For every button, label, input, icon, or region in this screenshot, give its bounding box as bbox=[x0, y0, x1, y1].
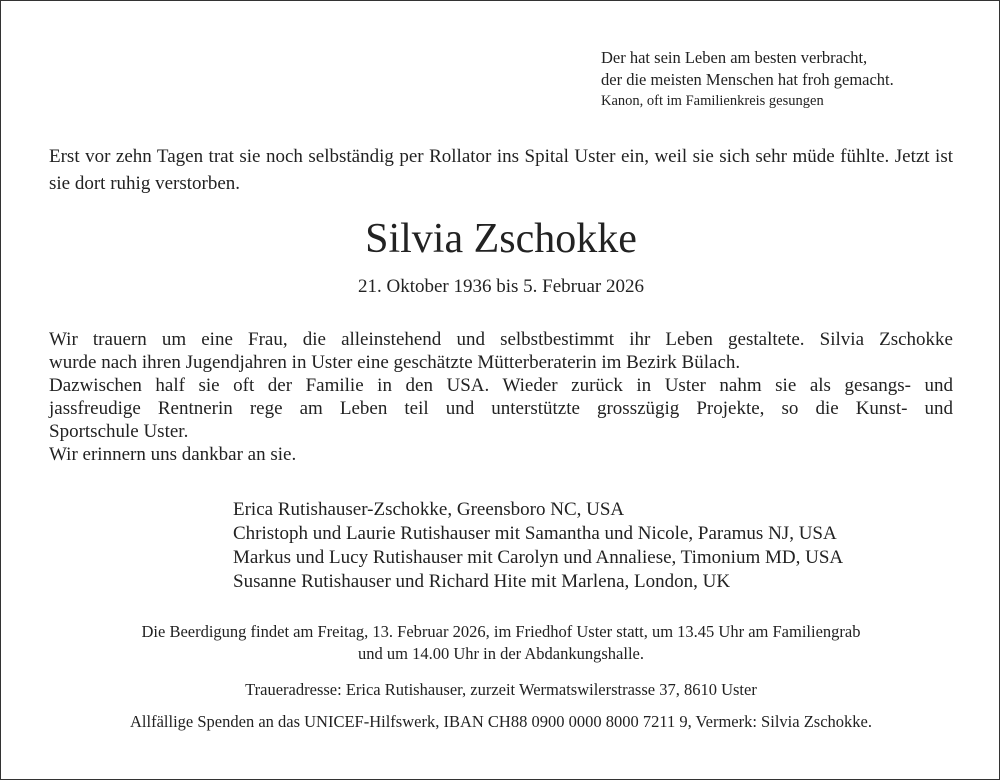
motto-line: der die meisten Menschen hat froh gemacht. bbox=[601, 70, 894, 89]
deceased-name: Silvia Zschokke bbox=[365, 216, 637, 262]
mourning-address: Traueradresse: Erica Rutishauser, zurzeit Wermatswilerstrasse 37, 8610 Uster bbox=[245, 680, 757, 699]
life-dates: 21. Oktober 1936 bis 5. Februar 2026 bbox=[357, 276, 645, 297]
tribute-line: jassfreudige Rentnerin rege am Leben teil und unterstützte grosszügig Projekte, so die Kunst- und bbox=[49, 398, 953, 419]
funeral-line: Die Beerdigung findet am Freitag, 13. Februar 2026, im Friedhof Uster statt, um 13.45 Uhr am Familiengrab bbox=[141, 622, 861, 641]
tribute-line: Wir erinnern uns dankbar an sie. bbox=[49, 444, 297, 465]
tribute-line: Sportschule Uster. bbox=[49, 421, 189, 442]
funeral-line: und um 14.00 Uhr in der Abdankungshalle. bbox=[358, 644, 644, 663]
mourner-entry: Erica Rutishauser-Zschokke, Greensboro NC, USA bbox=[233, 499, 625, 520]
funeral-info bbox=[1, 621, 1000, 665]
tribute-line: Dazwischen half sie oft der Familie in den USA. Wieder zurück in Uster nahm sie als gesangs- und bbox=[49, 375, 953, 396]
tribute-line: wurde nach ihren Jugendjahren in Uster eine geschätzte Mütterberaterin im Bezirk Bülach. bbox=[49, 352, 741, 373]
tribute-paragraph bbox=[49, 328, 953, 466]
mourner-entry: Christoph und Laurie Rutishauser mit Samantha und Nicole, Paramus NJ, USA bbox=[233, 523, 837, 544]
tribute-line: Wir trauern um eine Frau, die alleinstehend und selbstbestimmt ihr Leben gestaltete. Silvia Zschokke bbox=[49, 329, 953, 350]
motto-line: Der hat sein Leben am besten verbracht, bbox=[601, 48, 868, 67]
intro-paragraph: Erst vor zehn Tagen trat sie noch selbständig per Rollator ins Spital Uster ein, weil sie sich sehr müde fühlte. Jetzt ist sie dort ruhig verstorben. bbox=[49, 146, 953, 194]
mourner-entry: Markus und Lucy Rutishauser mit Carolyn und Annaliese, Timonium MD, USA bbox=[233, 547, 844, 568]
mourners-list bbox=[233, 498, 843, 594]
mourner-entry: Susanne Rutishauser und Richard Hite mit Marlena, London, UK bbox=[233, 571, 731, 592]
motto-quote bbox=[601, 47, 894, 111]
donation-info: Allfällige Spenden an das UNICEF-Hilfswerk, IBAN CH88 0900 0000 8000 7211 9, Vermerk: Silvia Zschokke. bbox=[130, 712, 872, 731]
motto-source: Kanon, oft im Familienkreis gesungen bbox=[601, 93, 824, 109]
